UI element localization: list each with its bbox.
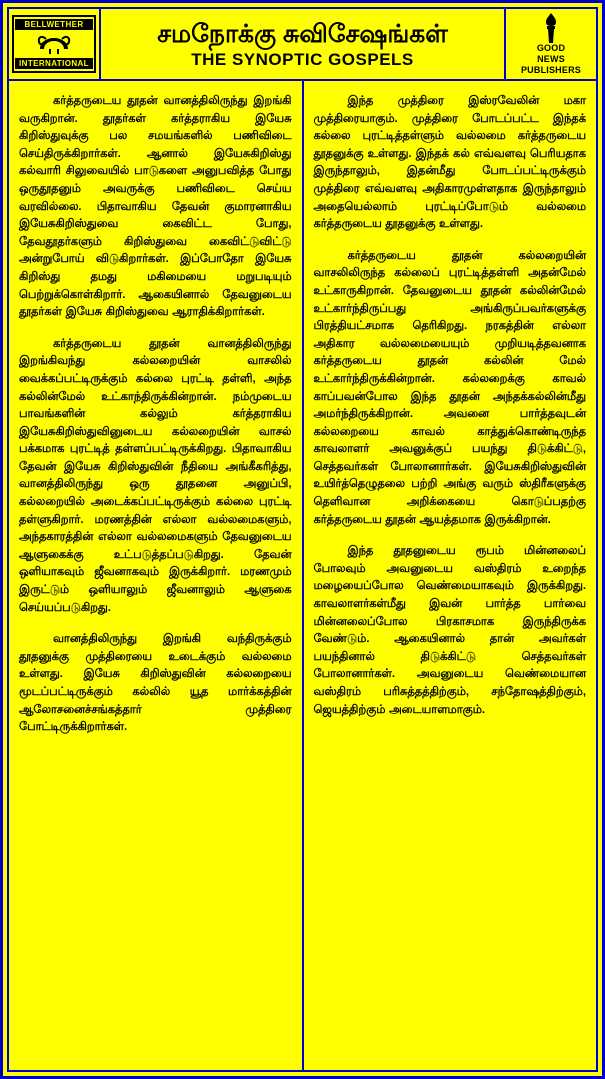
logo-line-2: NEWS	[537, 53, 565, 64]
page-header	[9, 9, 596, 81]
left-column	[9, 81, 304, 1070]
paragraph: கர்த்தருடைய தூதன் வானத்திலிருந்து இறங்கிவந்து கல்லறையின் வாசலில் வைக்கப்பட்டிருக்கும் கல்லை புரட்டி தள்ளி, அந்த கல்லின்மேல் உட்காந்திருக்கின்றான். நம்முடைய பாவங்களின் கல்லும் கர்த்தராகிய இயேசுகிறிஸ்துவினுடைய கல்லறையின் வாசல் பக்கமாக புரட்டித் தள்ளப்பட்டிருக்கிறது. பிதாவாகிய தேவன் இயேசு கிறிஸ்துவின் நீதியை அங்கீகரித்து, வானத்திலிருந்து ஒரு தூதனை அனுப்பி, கல்லறையில் அடைக்கப்பட்டிருக்கும் கல்லை புரட்டி தள்ளுகிறார். மரணத்தின் எல்லா வல்லமைகளும், அந்தகாரத்தின் எல்லா வல்லமைகளும் தேவனுடைய ஆளுகைக்கு உட்படுத்தப்படுகிறது. தேவன் ஒளியாகவும் ஜீவனாகவும் இருக்கிறார். மரணமும் இருட்டும் ஒளியாலும் ஜீவனாலும் ஆளுகை செய்யப்படுகிறது.	[19, 337, 292, 614]
paragraph: இந்த முத்திரை இஸ்ரவேலின் மகா முத்திரையாகும். முத்திரை போடப்பட்ட இந்தக் கல்லை புரட்டித்தள்ளும் வல்லமை கர்த்தருடைய தூதனுக்கு உள்ளது. இந்தக் கல் எவ்வளவு பெரியதாக இருந்தாலும், இதன்மீது போடப்பட்டிருக்கும் முத்திரை எவ்வளவு அதிகாரமுள்ளதாக இருந்தாலும் அதையெல்லாம் புரட்டிப்போடும் வல்லமை கர்த்தருடைய தூதனுக்கு உள்ளது.	[313, 95, 586, 231]
logo-bottom-band: INTERNATIONAL	[15, 58, 93, 69]
body-columns	[9, 81, 596, 1070]
bellwether-international-logo	[9, 9, 101, 79]
logo-frame-right	[509, 15, 593, 73]
paragraph: கர்த்தருடைய தூதன் கல்லறையின் வாசலிலிருந்த கல்லைப் புரட்டித்தள்ளி அதன்மேல் உட்காருகிறான். தேவனுடைய தூதன் கல்லின்மேல் உட்கார்ந்திருப்பது அங்கிருப்பவர்களுக்கு பிரத்தியட்சமாக தெரிகிறது. நரகத்தின் எல்லா அதிகார வல்லமையையும் முறியடித்தவனாக கர்த்தருடைய தூதன் கல்லின் மேல் உட்கார்ந்திருக்கின்றான். கல்லறைக்கு காவல் காப்பவன்போல இந்த தூதன் அந்தக்கல்லின்மீது அமர்ந்திருக்கிறான். அவனை பார்த்தவுடன் கல்லறையை காவல் காத்துக்கொண்டிருந்த காவலாளர் அவனுக்குப் பயந்து திடுக்கிட்டு, செத்தவர்கள் போலானார்கள். இயேசுகிறிஸ்துவின் உயிர்த்தெழுதலை பற்றி அங்கு வரும் ஸ்திரீகளுக்கு தெளிவான அறிக்கையை கொடுப்பதற்கு கர்த்தருடைய தூதன் ஆயத்தமாக இருக்கிறான்.	[313, 249, 586, 526]
paragraph: வானத்திலிருந்து இறங்கி வந்திருக்கும் தூதனுக்கு முத்திரையை உடைக்கும் வல்லமை உள்ளது. இயேசு கிறிஸ்துவின் கல்லறையை மூடப்பட்டிருக்கும் கல்லில் யூத மார்க்கத்தின் ஆலோசனைச்சங்கத்தார் முத்திரை போட்டிருக்கிறார்கள்.	[19, 633, 292, 734]
paragraph: இந்த தூதனுடைய ரூபம் மின்னலைப் போலவும் அவனுடைய வஸ்திரம் உறைந்த மழையைப்போல வெண்மையாகவும் இருக்கிறது. காவலாளர்கள்மீது இவன் பார்த்த பார்வை மின்னலைப்போல பிரகாசமாக இருந்திருக்க வேண்டும். ஆகையினால் தான் அவர்கள் பயந்தினால் திடுக்கிட்டு செத்தவர்கள் போலானார்கள். அவனுடைய வெண்மையான வஸ்திரம் பரிசுத்தத்திற்கும், சந்தோஷத்திற்கும், ஜெயத்திற்கும் அடையாளமாகும்.	[313, 545, 586, 716]
logo-top-band: BELLWETHER	[15, 19, 93, 30]
logo-frame-left	[12, 15, 96, 73]
torch-icon	[538, 13, 564, 43]
page-title	[101, 9, 504, 79]
good-news-publishers-logo	[504, 9, 596, 79]
logo-line-3: PUBLISHERS	[520, 64, 581, 75]
title-tamil: சமநோக்கு சுவிசேஷங்கள்	[157, 19, 448, 48]
paragraph: கர்த்தருடைய தூதன் வானத்திலிருந்து இறங்கி வருகிறான். தூதர்கள் கர்த்தராகிய இயேசு கிறிஸ்துவுக்கு பல சமயங்களில் பணிவிடை செய்திருக்கிறார்கள். ஆனால் இயேசுகிறிஸ்து கல்வாரி சிலுவையில் பாடுகளை அனுபவித்த போது ஒருதூதனும் அவருக்கு பணிவிடை செய்ய வரவில்லை. பிதாவாகிய தேவன் குமாரனாகிய இயேசுகிறிஸ்துவை கைவிட்ட போது, தேவதூதர்களும் கிறிஸ்துவை கைவிட்டுவிட்டு அன்றுபோய் விடுகிறார்கள். இப்போதோ இயேசு கிறிஸ்து தமது மகிமையை மறுபடியும் பெற்றுக்கொள்கிறார். ஆகையினால் தேவனுடைய தூதர்கள் இயேசு கிறிஸ்துவை ஆராதிக்கிறார்கள்.	[19, 95, 292, 319]
title-english: THE SYNOPTIC GOSPELS	[191, 49, 414, 69]
logo-line-1: GOOD	[536, 42, 566, 53]
right-column	[304, 81, 597, 1070]
page-inner-frame	[7, 7, 598, 1072]
ram-icon	[34, 30, 74, 58]
